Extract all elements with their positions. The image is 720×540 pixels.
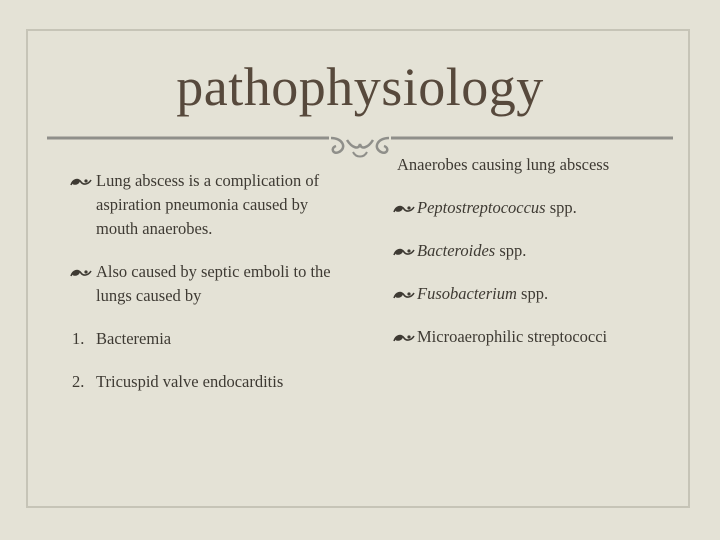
fleuron-bullet-icon: [70, 267, 92, 279]
bullet-text: Also caused by septic emboli to the lungs caused by: [96, 262, 331, 305]
numbered-item: [70, 370, 335, 394]
item-number: 1.: [72, 329, 85, 348]
bullet-item: [70, 260, 335, 308]
organism-suffix: spp.: [545, 198, 577, 217]
organism-name: Peptostreptococcus: [417, 198, 546, 217]
fleuron-bullet-icon: [393, 332, 415, 344]
right-column: [393, 153, 673, 368]
bullet-item: [393, 196, 673, 220]
left-column: [70, 169, 335, 413]
bullet-item: [393, 282, 673, 306]
organism-suffix: spp.: [495, 241, 527, 260]
organism-suffix: spp.: [516, 284, 549, 303]
slide-title: pathophysiology: [176, 57, 544, 117]
organism-name: Bacteroides: [417, 241, 496, 260]
fleuron-bullet-icon: [393, 289, 415, 301]
bullet-item: [393, 239, 673, 263]
numbered-item: [70, 327, 335, 351]
fleuron-bullet-icon: [393, 246, 415, 258]
bullet-text: Lung abscess is a complication of aspiration pneumonia caused by mouth anaerobes.: [96, 171, 320, 238]
numbered-text: Bacteremia: [96, 329, 172, 348]
organism-suffix: Microaerophilic streptococci: [417, 327, 608, 346]
bullet-item: [393, 325, 673, 349]
organism-name: Fusobacterium: [417, 284, 517, 303]
column-heading: Anaerobes causing lung abscess: [397, 155, 610, 174]
numbered-text: Tricuspid valve endocarditis: [96, 372, 284, 391]
bullet-item: [70, 169, 335, 241]
fleuron-bullet-icon: [393, 203, 415, 215]
item-number: 2.: [72, 372, 85, 391]
fleuron-bullet-icon: [70, 176, 92, 188]
